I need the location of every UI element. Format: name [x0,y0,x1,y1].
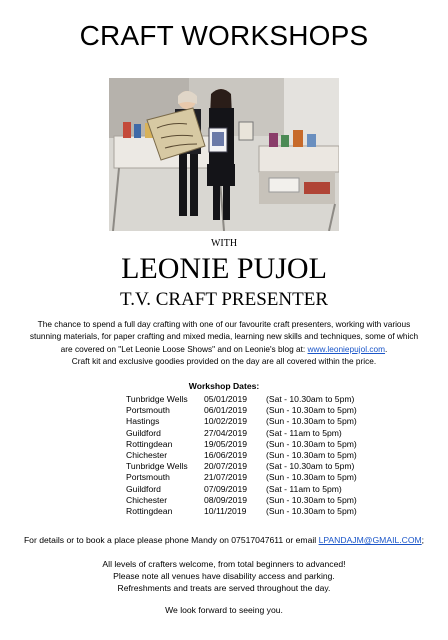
date-cell: 05/01/2019 [204,394,248,404]
intro-line-3 [20,343,428,355]
intro-line-2: stunning materials, for paper crafting and mixed media, learning new skills and techniques, some of which [29,331,419,342]
time-cell: (Sun - 10.30am to 5pm) [266,506,357,517]
workshop-photo-illustration [109,78,339,231]
page-title: CRAFT WORKSHOPS [79,20,369,51]
table-row [126,450,357,461]
notes-line-3: Refreshments and treats are served throughout the day. [117,582,331,593]
intro-paragraph [20,318,428,368]
venue-cell: Tunbridge Wells [126,461,188,472]
date-cell: 20/07/2019 [204,461,248,472]
table-row [126,416,357,427]
presenter-name: LEONIE PUJOL [121,252,327,285]
venue-cell: Chichester [126,450,168,461]
presenter-role: T.V. CRAFT PRESENTER [120,289,328,310]
time-cell: (Sun - 10.30am to 5pm) [266,405,357,416]
notes-line-1: All levels of crafters welcome, from total beginners to advanced! [102,559,346,569]
closing-line: We look forward to seeing you. [165,605,283,615]
date-cell: 21/07/2019 [204,472,248,483]
time-cell: (Sun - 10.30am to 5pm) [266,472,357,483]
intro-line-3-prefix: are covered on "Let Leonie Loose Shows" and on Leonie's blog at: [60,343,308,354]
intro-line-1: The chance to spend a full day crafting with one of our favourite craft presenters, working with various [37,319,411,329]
intro-line-4: Craft kit and exclusive goodies provided on the day are all covered within the price. [71,356,377,367]
venue-cell: Chichester [126,494,168,505]
time-cell: (Sun - 10.30am to 5pm) [266,416,357,427]
table-row [126,472,357,483]
table-row [126,495,357,506]
table-row [126,428,357,439]
table-row [126,461,357,472]
venue-cell: Guildford [126,483,161,494]
date-cell: 10/02/2019 [204,416,248,427]
venue-cell: Rottingdean [126,438,173,449]
time-cell: (Sat - 11am to 5pm) [266,483,342,494]
venue-cell: Hastings [126,416,160,427]
time-cell: (Sun - 10.30am to 5pm) [266,494,357,505]
table-row [126,439,357,450]
venue-cell: Portsmouth [126,405,170,416]
table-row [126,506,357,517]
blog-link[interactable]: www.leoniepujol.com [307,343,386,354]
venue-cell: Tunbridge Wells [126,394,188,404]
notes-block [0,559,448,594]
workshop-photo [109,78,339,231]
workshop-dates-table [126,394,357,517]
table-row [126,405,357,416]
contact-prefix: For details or to book a place please phone Mandy on 07517047611 or email [23,535,319,545]
intro-line-3-suffix: . [385,343,388,354]
email-link[interactable]: LPANDAJM@GMAIL.COM [318,535,422,545]
venue-cell: Portsmouth [126,472,170,483]
date-cell: 08/09/2019 [204,494,248,505]
time-cell: (Sat - 10.30am to 5pm) [266,394,355,404]
with-label: WITH [210,238,238,249]
time-cell: (Sun - 10.30am to 5pm) [266,438,357,449]
notes-line-2: Please note all venues have disability access and parking. [113,570,335,581]
time-cell: (Sun - 10.30am to 5pm) [266,450,357,461]
time-cell: (Sat - 11am to 5pm) [266,427,342,438]
date-cell: 27/04/2019 [204,427,248,438]
date-cell: 16/06/2019 [204,450,248,461]
time-cell: (Sat - 10.30am to 5pm) [266,461,355,472]
date-cell: 19/05/2019 [204,438,248,449]
table-row [126,394,357,405]
venue-cell: Guildford [126,427,161,438]
date-cell: 06/01/2019 [204,405,248,416]
venue-cell: Rottingdean [126,506,173,517]
workshop-dates-title: Workshop Dates: [188,381,260,391]
contact-suffix: ; [421,535,425,545]
contact-line [0,535,448,545]
date-cell: 07/09/2019 [204,483,248,494]
date-cell: 10/11/2019 [204,506,247,517]
table-row [126,484,357,495]
